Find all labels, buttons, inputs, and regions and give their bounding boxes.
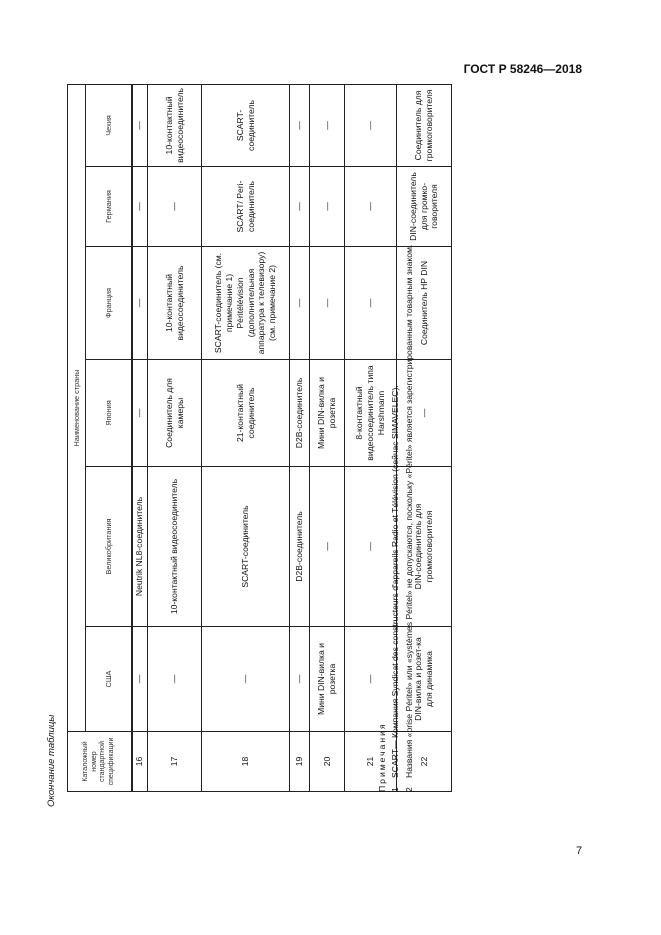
table-cell: Соединитель HP DIN xyxy=(397,247,452,360)
table-row xyxy=(290,84,310,791)
notes-title: Примечания xyxy=(377,722,387,792)
table-cell: — xyxy=(345,167,397,247)
rotated-table-block xyxy=(46,87,444,807)
table-cell: SCART-соединитель xyxy=(202,84,290,166)
table-cell: 10-контактный видеосоединитель xyxy=(148,247,202,360)
table-cell: — xyxy=(345,467,397,627)
note-text: SCART— Компания Syndicat des constructeurs d'appareils Radio et Télévision (сейчас SIMAVELEC). xyxy=(390,385,401,778)
row-number: 17 xyxy=(148,732,202,792)
header-country: Великобритания xyxy=(86,467,132,627)
header-country: Япония xyxy=(86,360,132,467)
table-cell: — xyxy=(310,247,345,360)
table-cell: — xyxy=(290,84,310,166)
table-cell: — xyxy=(132,84,148,166)
table-cell: Мини DIN-вилка и розетка xyxy=(310,360,345,467)
document-code: ГОСТ Р 58246—2018 xyxy=(463,62,582,76)
table-cell: — xyxy=(132,360,148,467)
table-cell: — xyxy=(290,627,310,732)
table-cell: — xyxy=(345,247,397,360)
table-row xyxy=(132,84,148,791)
table-cell: 10-контактный видеосоединитель xyxy=(148,467,202,627)
table-cell: DIN-соединитель для громко-говорителя xyxy=(397,167,452,247)
table-cell: DIN-соединитель для громкоговорителя xyxy=(397,467,452,627)
header-catalog-number: Каталожный номер стандартной спецификации xyxy=(68,732,132,792)
header-country-group: Наименование страны xyxy=(68,84,86,731)
table-cell: — xyxy=(310,467,345,627)
table-caption: Окончание таблицы xyxy=(46,714,57,807)
row-number: 19 xyxy=(290,732,310,792)
table-cell: D2B-соединитель xyxy=(290,360,310,467)
table-cell: 21-контактный соединитель xyxy=(202,360,290,467)
table-cell: SCART/ Peri-соединитель xyxy=(202,167,290,247)
table-cell: — xyxy=(132,167,148,247)
row-number: 18 xyxy=(202,732,290,792)
table-cell: SCART-соединитель (см. примечание 1) Péritélévision (дополнительная аппаратура к телевизору) (см. примечание 2) xyxy=(202,247,290,360)
header-country: Германия xyxy=(86,167,132,247)
table-cell: Neutrik NL8-соединитель xyxy=(132,467,148,627)
table-cell: 8-контактный видеосоединитель типа Harshmann xyxy=(345,360,397,467)
table-row xyxy=(148,84,202,791)
table-cell: — xyxy=(290,247,310,360)
row-number: 22 xyxy=(397,732,452,792)
table-cell: — xyxy=(345,84,397,166)
table-cell: — xyxy=(132,627,148,732)
row-number: 21 xyxy=(345,732,397,792)
header-country: Франция xyxy=(86,247,132,360)
row-number: 20 xyxy=(310,732,345,792)
table-cell: — xyxy=(202,627,290,732)
table-row xyxy=(202,84,290,791)
note-item xyxy=(389,102,402,792)
table-cell: — xyxy=(290,167,310,247)
table-cell: — xyxy=(148,627,202,732)
table-cell: 10-контактный видеосоединитель xyxy=(148,84,202,166)
table-cell: SCART-соединитель xyxy=(202,467,290,627)
page-number: 7 xyxy=(576,845,583,857)
header-country: США xyxy=(86,627,132,732)
table-cell: Соединитель для камеры xyxy=(148,360,202,467)
note-item xyxy=(403,102,416,792)
note-text: Названия «prise Péritel» или «systèmes Péritel» не допускаются, поскольку «Péritel» является зарегистрированным товарным знаком. xyxy=(403,244,414,778)
table-cell: D2B-соединитель xyxy=(290,467,310,627)
row-number: 16 xyxy=(132,732,148,792)
table-cell: — xyxy=(310,167,345,247)
notes-block xyxy=(376,102,416,792)
table-cell: — xyxy=(310,84,345,166)
note-number: 1 xyxy=(390,787,401,792)
table-cell: — xyxy=(397,360,452,467)
note-number: 2 xyxy=(403,787,414,792)
table-row xyxy=(310,84,345,791)
table-cell: — xyxy=(345,627,397,732)
table-cell: — xyxy=(132,247,148,360)
table-cell: Соединитель для громкоговорителя xyxy=(397,84,452,166)
header-country: Чехия xyxy=(86,84,132,166)
table-cell: — xyxy=(148,167,202,247)
table-cell: Мини DIN-вилка и розетка xyxy=(310,627,345,732)
table-cell: DIN-вилка и розет-ка для динамика xyxy=(397,627,452,732)
